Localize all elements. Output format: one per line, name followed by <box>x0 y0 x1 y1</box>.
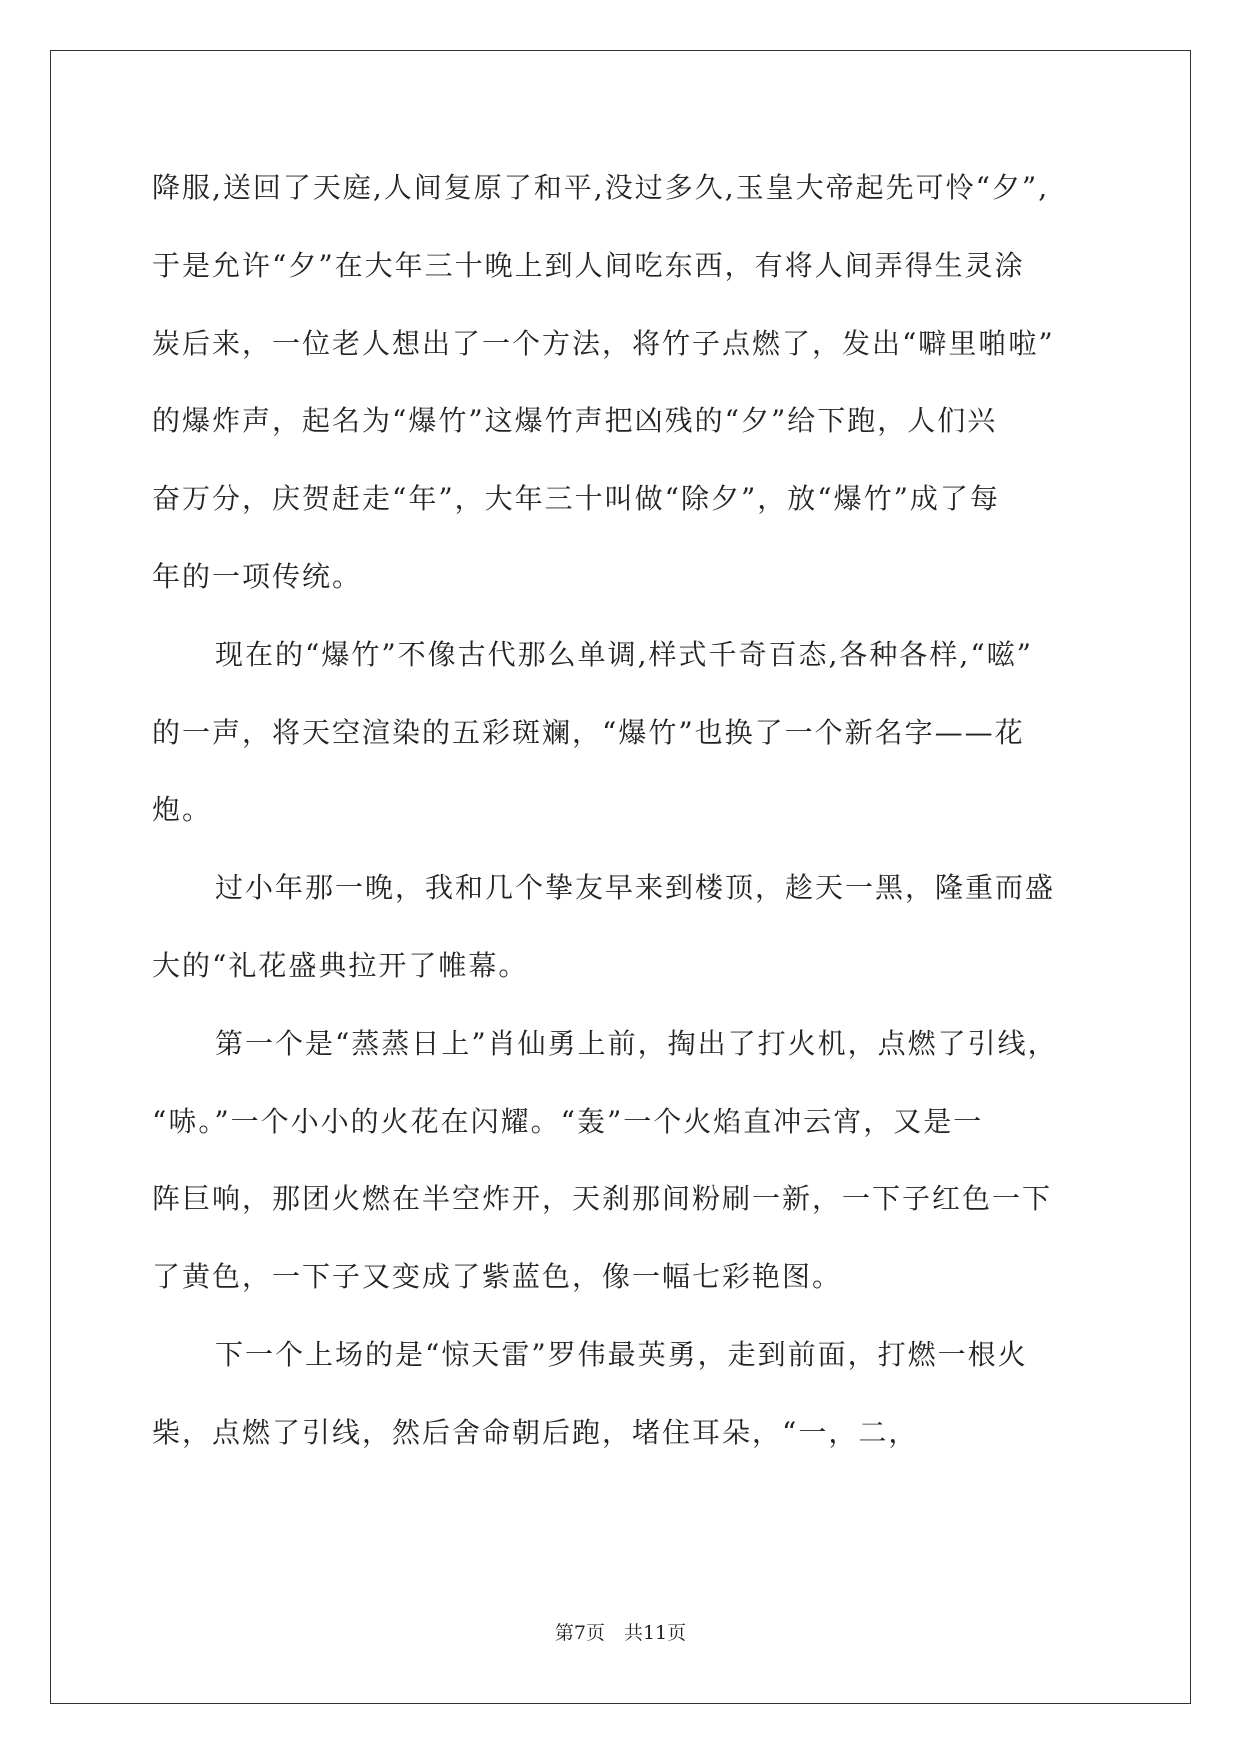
text-line: 炭后来，一位老人想出了一个方法，将竹子点燃了，发出“噼里啪啦” <box>152 327 1055 360</box>
paragraph-first-line: 下一个上场的是“惊天雷”罗伟最英勇，走到前面，打燃一根火 <box>215 1338 1028 1371</box>
text-line: 柴，点燃了引线，然后舍命朝后跑，堵住耳朵，“一，二， <box>152 1416 919 1449</box>
text-line: 奋万分，庆贺赶走“年”，大年三十叫做“除夕”，放“爆竹”成了每 <box>152 482 1000 515</box>
text-line: 年的一项传统。 <box>152 560 363 593</box>
text-line: 大的“礼花盛典拉开了帷幕。 <box>152 949 529 982</box>
paragraph-first-line: 第一个是“蒸蒸日上”肖仙勇上前，掏出了打火机，点燃了引线， <box>215 1027 1058 1060</box>
text-line: 阵巨响，那团火燃在半空炸开，天刹那间粉刷一新，一下子红色一下 <box>152 1182 1053 1215</box>
text-line: 降服,送回了天庭,人间复原了和平,没过多久,玉皇大帝起先可怜“夕”, <box>152 171 1050 204</box>
text-line: 炮。 <box>152 793 213 826</box>
text-line: “哧。”一个小小的火花在闪耀。“轰”一个火焰直冲云宵，又是一 <box>152 1105 984 1138</box>
page-number-footer: 第7页 共11页 <box>554 1622 687 1644</box>
paragraph-first-line: 现在的“爆竹”不像古代那么单调,样式千奇百态,各种各样,“嗞” <box>215 638 1033 671</box>
text-line: 于是允许“夕”在大年三十晚上到人间吃东西，有将人间弄得生灵涂 <box>152 249 1025 282</box>
text-line: 了黄色，一下子又变成了紫蓝色，像一幅七彩艳图。 <box>152 1260 843 1293</box>
paragraph-first-line: 过小年那一晚，我和几个挚友早来到楼顶，趁天一黑，隆重而盛 <box>215 871 1056 904</box>
text-line: 的一声，将天空渲染的五彩斑斓，“爆竹”也换了一个新名字——花 <box>152 716 1025 749</box>
text-line: 的爆炸声，起名为“爆竹”这爆竹声把凶残的“夕”给下跑，人们兴 <box>152 404 998 437</box>
